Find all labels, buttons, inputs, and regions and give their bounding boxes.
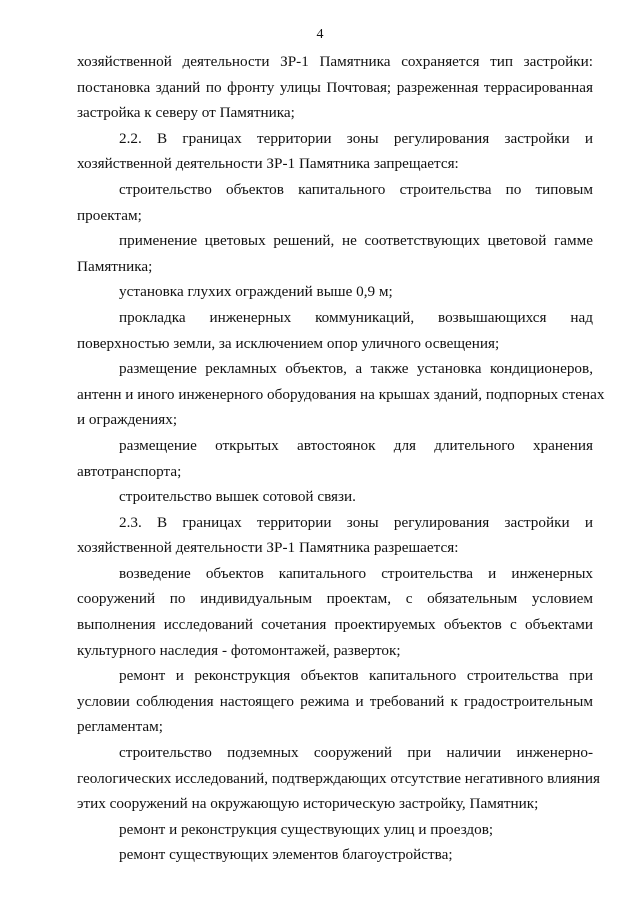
text-line: установка глухих ограждений выше 0,9 м; [119,283,393,301]
text-line: застройка к северу от Памятника; [77,104,295,122]
text-line: проектам; [77,206,142,224]
text-line: 2.2. В границах территории зоны регулирования застройки и [119,129,593,147]
text-line: возведение объектов капитального строительства и инженерных [119,564,593,582]
text-line: ремонт и реконструкция существующих улиц и проездов; [119,820,494,838]
text-line: геологических исследований, подтверждающих отсутствие негативного влияния [77,769,601,787]
text-line: размещение открытых автостоянок для длительного хранения [119,436,593,454]
text-line: регламентам; [77,718,163,736]
text-line: ремонт существующих элементов благоустройства; [119,846,453,864]
text-line: ремонт и реконструкция объектов капитального строительства при [119,667,593,685]
text-line: Памятника; [77,257,153,275]
text-line: культурного наследия - фотомонтажей, разверток; [77,641,401,659]
text-line: хозяйственной деятельности ЗР-1 Памятника запрещается: [77,155,459,173]
text-line: 2.3. В границах территории зоны регулирования застройки и [119,513,593,531]
text-line: выполнения исследований сочетания проектируемых объектов с объектами [77,616,593,634]
text-line: строительство объектов капитального строительства по типовым [119,180,593,198]
text-line: прокладка инженерных коммуникаций, возвышающихся над [119,308,593,326]
text-line: условии соблюдения настоящего режима и требований к градостроительным [77,692,593,710]
document-body [77,49,605,868]
text-line: антенн и иного инженерного оборудования на крышах зданий, подпорных стенах [77,385,605,403]
text-line: и ограждениях; [77,411,178,429]
text-line: хозяйственной деятельности ЗР-1 Памятника сохраняется тип застройки: [77,53,593,70]
text-line: строительство вышек сотовой связи. [119,488,356,506]
text-line: этих сооружений на окружающую историческую застройку, Памятник; [77,795,539,813]
text-line: применение цветовых решений, не соответствующих цветовой гамме [119,232,593,250]
text-line: строительство подземных сооружений при наличии инженерно- [119,744,593,762]
text-line: постановка зданий по фронту улицы Почтовая; разреженная террасированная [77,78,593,96]
text-line: сооружений по индивидуальным проектам, с обязательным условием [77,590,593,608]
text-line: хозяйственной деятельности ЗР-1 Памятника разрешается: [77,539,459,557]
text-line: автотранспорта; [77,462,182,480]
text-line: поверхностью земли, за исключением опор уличного освещения; [77,334,500,352]
page-number: 4 [316,27,324,42]
text-line: размещение рекламных объектов, а также установка кондиционеров, [119,360,593,378]
